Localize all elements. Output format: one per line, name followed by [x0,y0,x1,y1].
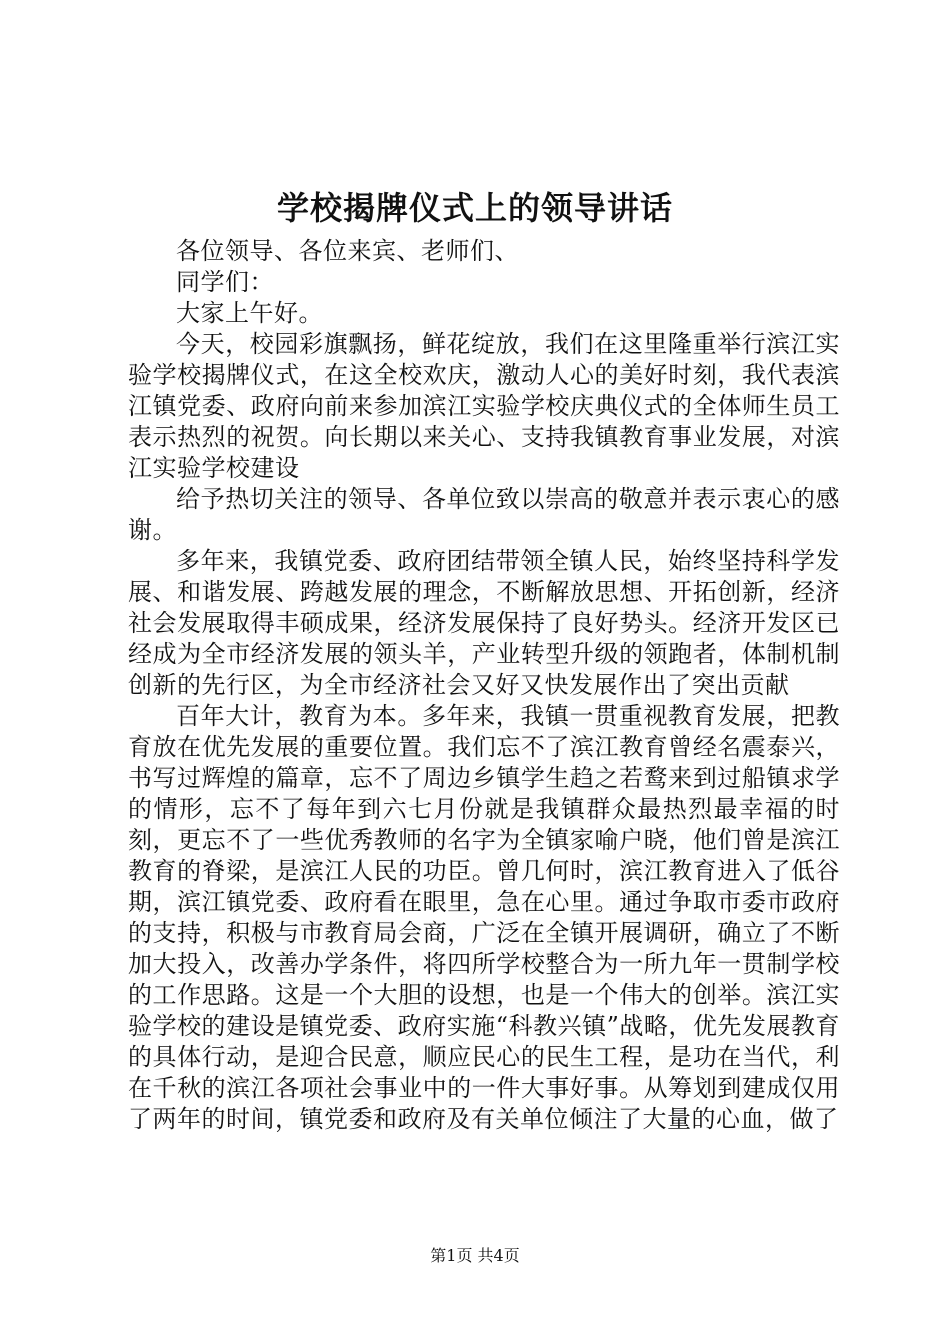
paragraph-thanks: 给予热切关注的领导、各单位致以崇高的敬意并表示衷心的感谢。 [128,485,840,544]
paragraph-education: 百年大计，教育为本。多年来，我镇一贯重视教育发展，把教育放在优先发展的重要位置。我们忘不了滨江教育曾经名震泰兴，书写过辉煌的篇章，忘不了周边乡镇学生趋之若鹜来到过船镇求学的情形，忘不了每年到六七月份就是我镇群众最热烈最幸福的时刻，更忘不了一些优秀教师的名字为全镇家喻户晓，他们曾是滨江教育的脊梁，是滨江人民的功臣。曾几何时，滨江教育进入了低谷期，滨江镇党委、政府看在眼里，急在心里。通过争取市委市政府的支持，积极与市教育局会商，广泛在全镇开展调研，确立了不断加大投入，改善办学条件，将四所学校整合为一所九年一贯制学校的工作思路。这是一个大胆的设想，也是一个伟大的创举。滨江实验学校的建设是镇党委、政府实施“科教兴镇”战略，优先发展教育的具体行动，是迎合民意，顺应民心的民生工程，是功在当代，利在千秋的滨江各项社会事业中的一件大事好事。从筹划到建成仅用了两年的时间，镇党委和政府及有关单位倾注了大量的心血，做了 [128,702,840,1133]
paragraph-greeting: 大家上午好。 [176,299,323,327]
paragraph-salutation-2: 同学们： [176,268,274,296]
paragraph-development: 多年来，我镇党委、政府团结带领全镇人民，始终坚持科学发展、和谐发展、跨越发展的理念，不断解放思想、开拓创新，经济社会发展取得丰硕成果，经济发展保持了良好势头。经济开发区已经成为全市经济发展的领头羊，产业转型升级的领跑者，体制机制创新的先行区，为全市经济社会又好又快发展作出了突出贡献 [128,547,840,699]
page-number-footer: 第1页 共4页 [430,1246,520,1265]
paragraph-salutation-1: 各位领导、各位来宾、老师们、 [176,237,519,265]
document-title: 学校揭牌仪式上的领导讲话 [276,189,673,227]
paragraph-opening: 今天，校园彩旗飘扬，鲜花绽放，我们在这里隆重举行滨江实验学校揭牌仪式，在这全校欢庆，激动人心的美好时刻，我代表滨江镇党委、政府向前来参加滨江实验学校庆典仪式的全体师生员工表示热烈的祝贺。向长期以来关心、支持我镇教育事业发展，对滨江实验学校建设 [128,330,840,482]
document-body [128,236,840,1135]
